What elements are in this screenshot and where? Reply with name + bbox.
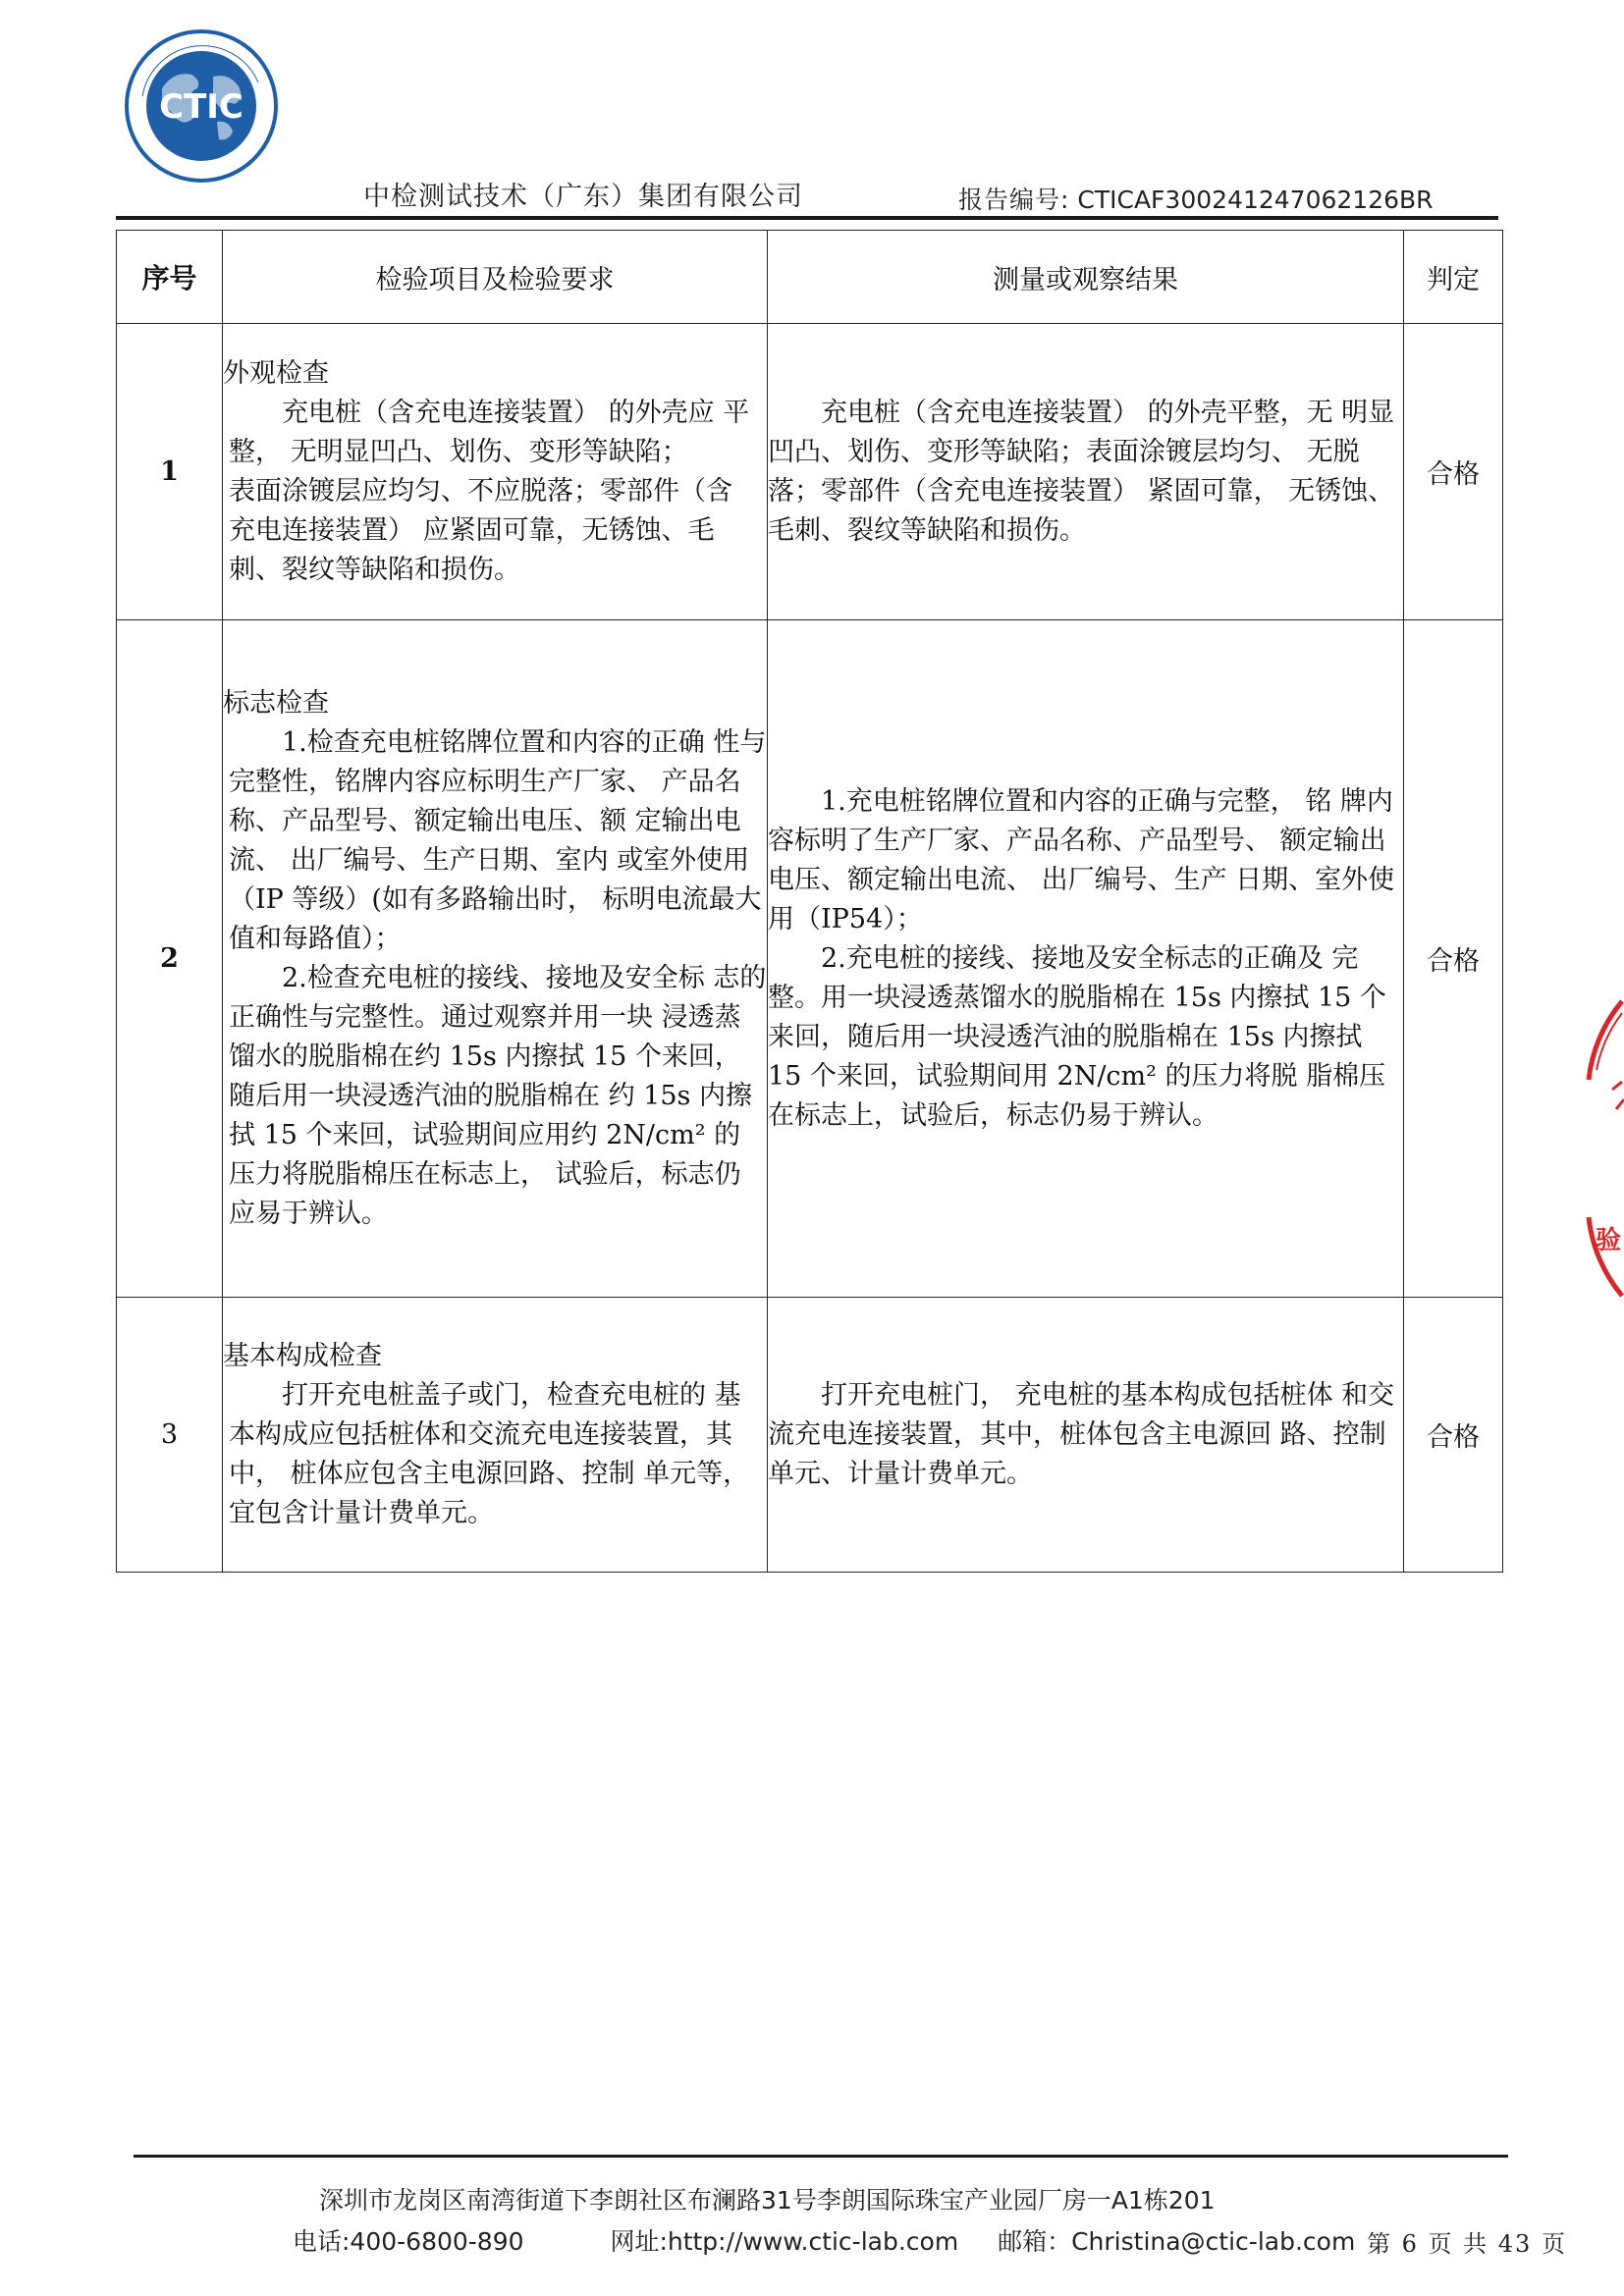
judgement: 合格 bbox=[1404, 1298, 1503, 1573]
footer-email[interactable]: 邮箱：Christina@ctic-lab.com bbox=[998, 2227, 1356, 2256]
row-seq: 2 bbox=[117, 620, 223, 1298]
report-number bbox=[958, 181, 1434, 216]
row-seq: 1 bbox=[117, 324, 223, 620]
judgement: 合格 bbox=[1404, 324, 1503, 620]
column-header: 序号 bbox=[117, 231, 223, 324]
table-header-row bbox=[117, 231, 1503, 324]
result-text: 打开充电桩门， 充电桩的基本构成包括桩体 和交流充电连接装置，其中，桩体包含主电源回 路、控制单元、计量计费单元。 bbox=[768, 1379, 1395, 1489]
report-number-label: 报告编号: bbox=[958, 186, 1070, 214]
table-row bbox=[117, 324, 1503, 620]
requirement-text: 表面涂镀层应均匀、不应脱落；零部件（含 充电连接装置） 应紧固可靠，无锈蚀、毛 刺、裂纹等缺陷和损伤。 bbox=[229, 475, 732, 585]
row-seq: 3 bbox=[117, 1298, 223, 1573]
requirement-cell bbox=[223, 1298, 768, 1573]
result-cell bbox=[768, 324, 1404, 620]
check-title: 外观检查 bbox=[223, 357, 329, 389]
column-header: 判定 bbox=[1404, 231, 1503, 324]
result-text: 充电桩（含充电连接装置） 的外壳平整，无 明显凹凸、划伤、变形等缺陷；表面涂镀层均匀、 无脱落；零部件（含充电连接装置） 紧固可靠， 无锈蚀、毛刺、裂纹等缺陷和损伤。 bbox=[768, 397, 1395, 546]
requirement-cell bbox=[223, 620, 768, 1298]
red-seal-stamp bbox=[1583, 991, 1624, 1306]
requirement-text: 充电桩（含充电连接装置） 的外壳应 平整， 无明显凹凸、划伤、变形等缺陷； bbox=[229, 397, 750, 467]
column-header: 检验项目及检验要求 bbox=[223, 231, 768, 324]
ctic-logo bbox=[123, 27, 280, 185]
result-text: 1.充电桩铭牌位置和内容的正确与完整， 铭 牌内容标明了生产厂家、产品名称、产品型号、 额定输出电压、额定输出电流、 出厂编号、生产 日期、室外使用（IP54）； bbox=[768, 785, 1395, 934]
report-number-value: CTICAF300241247062126BR bbox=[1077, 186, 1434, 214]
requirement-text: 打开充电桩盖子或门，检查充电桩的 基本构成应包括桩体和交流充电连接装置，其中， 桩体应包含主电源回路、控制 单元等，宜包含计量计费单元。 bbox=[229, 1379, 750, 1528]
result-cell bbox=[768, 1298, 1404, 1573]
page-number: 第 6 页 共 43 页 bbox=[1367, 2230, 1567, 2258]
requirement-cell bbox=[223, 324, 768, 620]
check-title: 基本构成检查 bbox=[223, 1340, 382, 1371]
table-row bbox=[117, 1298, 1503, 1573]
table-row bbox=[117, 620, 1503, 1298]
footer-contact bbox=[293, 2222, 1355, 2258]
requirement-text: 1.检查充电桩铭牌位置和内容的正确 性与完整性，铭牌内容应标明生产厂家、 产品名称、产品型号、额定输出电压、额 定输出电流、 出厂编号、生产日期、室内 或室外使用（IP 等级）(如有多路输出时， 标明电流最大值和每路值）； bbox=[229, 726, 767, 954]
company-name: 中检测试技术（广东）集团有限公司 bbox=[363, 182, 803, 212]
judgement: 合格 bbox=[1404, 620, 1503, 1298]
column-header: 测量或观察结果 bbox=[768, 231, 1404, 324]
requirement-text: 2.检查充电桩的接线、接地及安全标 志的正确性与完整性。通过观察并用一块 浸透蒸馏水的脱脂棉在约 15s 内擦拭 15 个来回，随后用一块浸透汽油的脱脂棉在 约 15s 内擦拭 15 个来回，试验期间应用约 2N/cm² 的压力将脱脂棉压在标志上， 试验后，标志仍应易于辨认。 bbox=[229, 962, 767, 1229]
inspection-table bbox=[116, 230, 1503, 1573]
result-cell bbox=[768, 620, 1404, 1298]
logo-text: CTIC bbox=[159, 87, 244, 127]
footer-rule bbox=[134, 2155, 1508, 2158]
result-text: 2.充电桩的接线、接地及安全标志的正确及 完整。用一块浸透蒸馏水的脱脂棉在 15s 内擦拭 15 个来回，随后用一块浸透汽油的脱脂棉在 15s 内擦拭 15 个来回，试验期间用 2N/cm² 的压力将脱 脂棉压在标志上，试验后，标志仍易于辨认。 bbox=[768, 942, 1386, 1131]
header-rule bbox=[116, 216, 1498, 220]
footer-website[interactable]: 网址:http://www.ctic-lab.com bbox=[610, 2227, 959, 2256]
footer-phone: 电话:400-6800-890 bbox=[293, 2227, 524, 2256]
footer-address: 深圳市龙岗区南湾街道下李朗社区布澜路31号李朗国际珠宝产业园厂房一A1栋201 bbox=[319, 2186, 1216, 2215]
check-title: 标志检查 bbox=[223, 687, 329, 719]
svg-text:验: 验 bbox=[1595, 1226, 1622, 1255]
